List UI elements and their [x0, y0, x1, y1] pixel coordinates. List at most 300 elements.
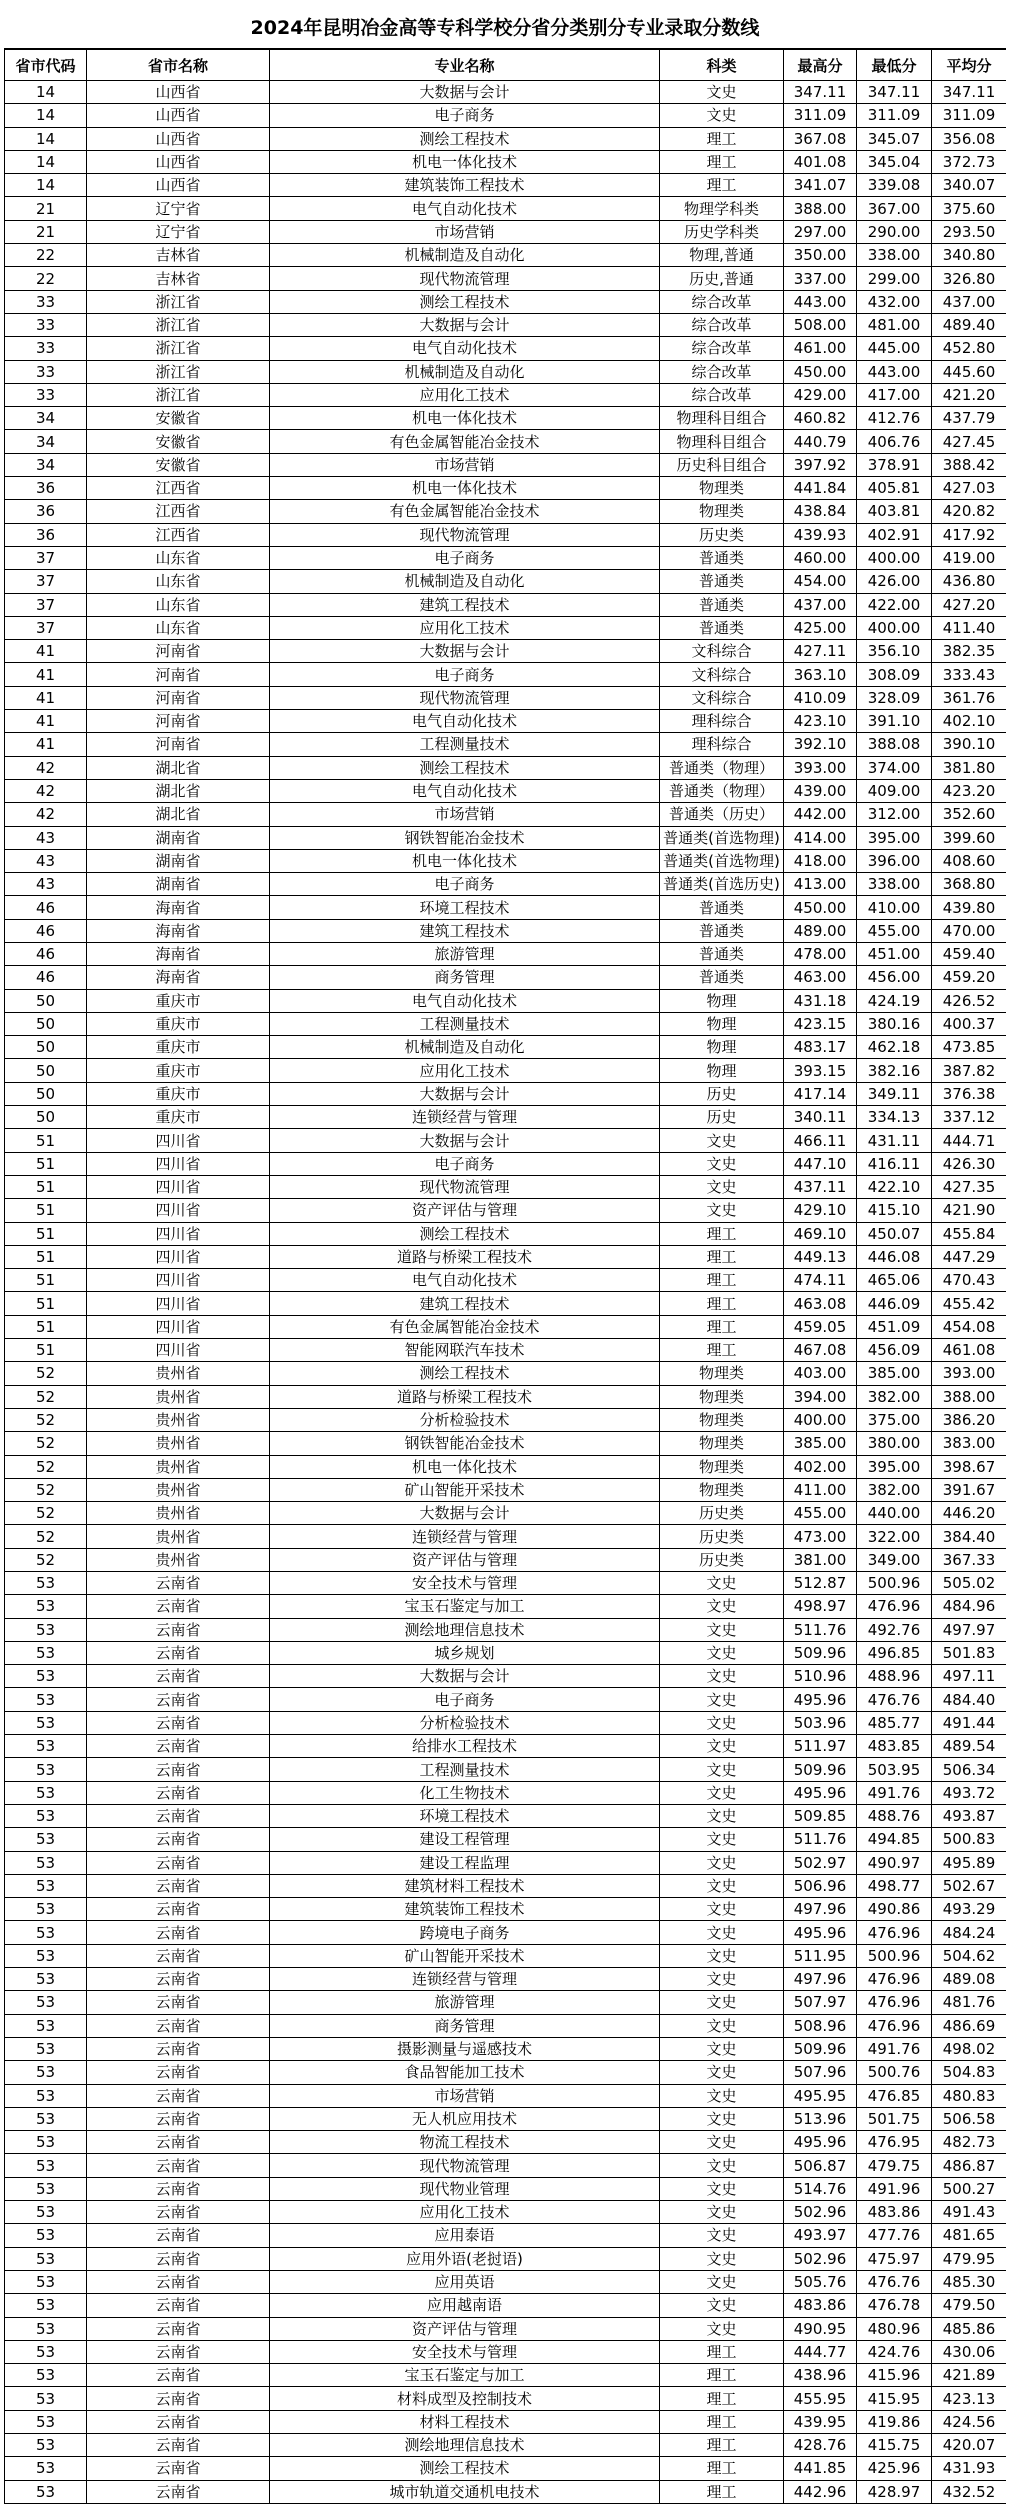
table-row — [5, 1478, 1007, 1501]
cell-max-score: 337.00 — [784, 267, 857, 290]
cell-min-score: 446.08 — [857, 1245, 932, 1268]
cell-avg-score: 387.82 — [932, 1059, 1007, 1082]
cell-province-name: 云南省 — [87, 1781, 270, 1804]
cell-province-code: 41 — [5, 733, 87, 756]
cell-min-score: 338.00 — [857, 873, 932, 896]
cell-min-score: 476.96 — [857, 2014, 932, 2037]
cell-province-name: 湖北省 — [87, 756, 270, 779]
cell-province-name: 辽宁省 — [87, 220, 270, 243]
cell-min-score: 415.10 — [857, 1199, 932, 1222]
table-row — [5, 1082, 1007, 1105]
table-row — [5, 1129, 1007, 1152]
cell-max-score: 502.96 — [784, 2247, 857, 2270]
cell-province-code: 42 — [5, 756, 87, 779]
table-row — [5, 2387, 1007, 2410]
cell-min-score: 456.09 — [857, 1339, 932, 1362]
table-row — [5, 570, 1007, 593]
cell-category: 文科综合 — [660, 686, 784, 709]
cell-major-name: 测绘工程技术 — [270, 2457, 660, 2480]
cell-major-name: 应用英语 — [270, 2270, 660, 2293]
cell-category: 文史 — [660, 1781, 784, 1804]
cell-major-name: 大数据与会计 — [270, 640, 660, 663]
cell-major-name: 电子商务 — [270, 873, 660, 896]
cell-province-code: 53 — [5, 2317, 87, 2340]
cell-major-name: 市场营销 — [270, 2084, 660, 2107]
cell-province-name: 河南省 — [87, 710, 270, 733]
cell-major-name: 有色金属智能冶金技术 — [270, 1315, 660, 1338]
cell-max-score: 437.00 — [784, 593, 857, 616]
cell-min-score: 415.75 — [857, 2433, 932, 2456]
cell-province-code: 14 — [5, 127, 87, 150]
cell-min-score: 476.76 — [857, 1688, 932, 1711]
cell-min-score: 380.00 — [857, 1432, 932, 1455]
cell-major-name: 机械制造及自动化 — [270, 570, 660, 593]
cell-category: 文史 — [660, 1944, 784, 1967]
cell-avg-score: 398.67 — [932, 1455, 1007, 1478]
cell-province-name: 云南省 — [87, 2201, 270, 2224]
cell-min-score: 328.09 — [857, 686, 932, 709]
cell-max-score: 393.00 — [784, 756, 857, 779]
cell-province-code: 52 — [5, 1548, 87, 1571]
cell-max-score: 495.95 — [784, 2084, 857, 2107]
cell-avg-score: 473.85 — [932, 1036, 1007, 1059]
cell-province-name: 海南省 — [87, 966, 270, 989]
cell-major-name: 道路与桥梁工程技术 — [270, 1245, 660, 1268]
cell-avg-score: 337.12 — [932, 1106, 1007, 1129]
cell-avg-score: 347.11 — [932, 81, 1007, 104]
cell-province-code: 41 — [5, 663, 87, 686]
cell-max-score: 441.84 — [784, 477, 857, 500]
cell-category: 普通类 — [660, 942, 784, 965]
cell-category: 物理类 — [660, 1432, 784, 1455]
cell-avg-score: 504.62 — [932, 1944, 1007, 1967]
cell-major-name: 连锁经营与管理 — [270, 1525, 660, 1548]
cell-category: 物理类 — [660, 477, 784, 500]
cell-major-name: 应用化工技术 — [270, 383, 660, 406]
cell-avg-score: 479.95 — [932, 2247, 1007, 2270]
cell-avg-score: 455.42 — [932, 1292, 1007, 1315]
cell-category: 理工 — [660, 1315, 784, 1338]
table-row — [5, 1572, 1007, 1595]
cell-province-name: 云南省 — [87, 2270, 270, 2293]
table-row — [5, 477, 1007, 500]
cell-province-name: 云南省 — [87, 1944, 270, 1967]
cell-province-name: 云南省 — [87, 1688, 270, 1711]
cell-category: 文史 — [660, 2247, 784, 2270]
cell-major-name: 机械制造及自动化 — [270, 360, 660, 383]
cell-province-code: 53 — [5, 2294, 87, 2317]
cell-avg-score: 493.87 — [932, 1804, 1007, 1827]
cell-avg-score: 400.37 — [932, 1012, 1007, 1035]
cell-category: 文史 — [660, 2014, 784, 2037]
cell-avg-score: 444.71 — [932, 1129, 1007, 1152]
cell-min-score: 496.85 — [857, 1641, 932, 1664]
cell-category: 文史 — [660, 2201, 784, 2224]
table-row — [5, 2177, 1007, 2200]
cell-province-name: 浙江省 — [87, 337, 270, 360]
cell-major-name: 商务管理 — [270, 966, 660, 989]
cell-avg-score: 384.40 — [932, 1525, 1007, 1548]
cell-province-code: 46 — [5, 896, 87, 919]
cell-province-code: 50 — [5, 1106, 87, 1129]
cell-avg-score: 502.67 — [932, 1874, 1007, 1897]
cell-major-name: 大数据与会计 — [270, 1502, 660, 1525]
table-row — [5, 1735, 1007, 1758]
cell-province-name: 海南省 — [87, 942, 270, 965]
cell-min-score: 432.00 — [857, 290, 932, 313]
cell-max-score: 439.95 — [784, 2410, 857, 2433]
table-row — [5, 663, 1007, 686]
cell-province-name: 云南省 — [87, 2084, 270, 2107]
cell-province-name: 湖南省 — [87, 849, 270, 872]
header-avg-score: 平均分 — [932, 50, 1007, 81]
table-row — [5, 1245, 1007, 1268]
cell-max-score: 437.11 — [784, 1175, 857, 1198]
cell-major-name: 资产评估与管理 — [270, 1199, 660, 1222]
cell-category: 综合改革 — [660, 360, 784, 383]
cell-province-name: 云南省 — [87, 2410, 270, 2433]
table-body — [5, 81, 1007, 2504]
cell-avg-score: 399.60 — [932, 826, 1007, 849]
cell-min-score: 476.96 — [857, 1595, 932, 1618]
cell-major-name: 建筑工程技术 — [270, 1292, 660, 1315]
cell-max-score: 467.08 — [784, 1339, 857, 1362]
cell-max-score: 506.96 — [784, 1874, 857, 1897]
cell-avg-score: 500.83 — [932, 1828, 1007, 1851]
cell-province-name: 云南省 — [87, 2014, 270, 2037]
cell-max-score: 490.95 — [784, 2317, 857, 2340]
cell-min-score: 426.00 — [857, 570, 932, 593]
table-row — [5, 756, 1007, 779]
cell-avg-score: 485.86 — [932, 2317, 1007, 2340]
cell-major-name: 有色金属智能冶金技术 — [270, 430, 660, 453]
cell-min-score: 451.09 — [857, 1315, 932, 1338]
cell-avg-score: 481.76 — [932, 1991, 1007, 2014]
cell-category: 理工 — [660, 1292, 784, 1315]
cell-province-name: 河南省 — [87, 686, 270, 709]
table-row — [5, 1292, 1007, 1315]
cell-max-score: 502.97 — [784, 1851, 857, 1874]
cell-max-score: 417.14 — [784, 1082, 857, 1105]
cell-province-code: 34 — [5, 407, 87, 430]
cell-max-score: 367.08 — [784, 127, 857, 150]
cell-max-score: 429.10 — [784, 1199, 857, 1222]
cell-province-code: 53 — [5, 1944, 87, 1967]
cell-province-name: 云南省 — [87, 2247, 270, 2270]
cell-avg-score: 484.40 — [932, 1688, 1007, 1711]
cell-min-score: 382.16 — [857, 1059, 932, 1082]
cell-min-score: 378.91 — [857, 453, 932, 476]
cell-avg-score: 479.50 — [932, 2294, 1007, 2317]
cell-max-score: 350.00 — [784, 244, 857, 267]
cell-min-score: 415.96 — [857, 2364, 932, 2387]
table-row — [5, 1315, 1007, 1338]
cell-max-score: 511.76 — [784, 1828, 857, 1851]
cell-min-score: 476.78 — [857, 2294, 932, 2317]
cell-province-name: 贵州省 — [87, 1478, 270, 1501]
table-row — [5, 2154, 1007, 2177]
cell-avg-score: 481.65 — [932, 2224, 1007, 2247]
cell-major-name: 电气自动化技术 — [270, 1269, 660, 1292]
cell-major-name: 应用泰语 — [270, 2224, 660, 2247]
cell-avg-score: 436.80 — [932, 570, 1007, 593]
cell-category: 物理类 — [660, 1385, 784, 1408]
cell-major-name: 环境工程技术 — [270, 1804, 660, 1827]
table-row — [5, 1175, 1007, 1198]
cell-avg-score: 388.42 — [932, 453, 1007, 476]
cell-province-code: 53 — [5, 1991, 87, 2014]
table-row — [5, 197, 1007, 220]
cell-province-name: 云南省 — [87, 2107, 270, 2130]
cell-min-score: 462.18 — [857, 1036, 932, 1059]
cell-province-code: 52 — [5, 1385, 87, 1408]
cell-province-code: 41 — [5, 686, 87, 709]
cell-category: 普通类 — [660, 966, 784, 989]
cell-province-name: 浙江省 — [87, 360, 270, 383]
cell-province-code: 50 — [5, 989, 87, 1012]
cell-major-name: 工程测量技术 — [270, 1012, 660, 1035]
cell-min-score: 345.04 — [857, 150, 932, 173]
table-row — [5, 546, 1007, 569]
cell-major-name: 电子商务 — [270, 1152, 660, 1175]
table-row — [5, 267, 1007, 290]
cell-min-score: 385.00 — [857, 1362, 932, 1385]
cell-avg-score: 420.82 — [932, 500, 1007, 523]
cell-major-name: 机械制造及自动化 — [270, 244, 660, 267]
cell-category: 文史 — [660, 2177, 784, 2200]
cell-province-name: 江西省 — [87, 523, 270, 546]
table-row — [5, 989, 1007, 1012]
cell-min-score: 500.96 — [857, 1944, 932, 1967]
cell-province-code: 33 — [5, 313, 87, 336]
cell-max-score: 508.96 — [784, 2014, 857, 2037]
cell-min-score: 475.97 — [857, 2247, 932, 2270]
cell-province-name: 重庆市 — [87, 1036, 270, 1059]
cell-category: 综合改革 — [660, 337, 784, 360]
cell-min-score: 428.97 — [857, 2480, 932, 2503]
cell-category: 文史 — [660, 2037, 784, 2060]
cell-province-name: 四川省 — [87, 1339, 270, 1362]
cell-avg-score: 493.29 — [932, 1898, 1007, 1921]
cell-province-name: 贵州省 — [87, 1502, 270, 1525]
cell-province-code: 34 — [5, 430, 87, 453]
cell-avg-score: 427.45 — [932, 430, 1007, 453]
table-row — [5, 1641, 1007, 1664]
cell-province-name: 云南省 — [87, 1665, 270, 1688]
cell-major-name: 摄影测量与遥感技术 — [270, 2037, 660, 2060]
cell-avg-score: 293.50 — [932, 220, 1007, 243]
table-row — [5, 244, 1007, 267]
cell-max-score: 455.95 — [784, 2387, 857, 2410]
cell-avg-score: 506.58 — [932, 2107, 1007, 2130]
cell-province-code: 53 — [5, 1828, 87, 1851]
cell-avg-score: 426.52 — [932, 989, 1007, 1012]
cell-province-code: 52 — [5, 1525, 87, 1548]
cell-max-score: 427.11 — [784, 640, 857, 663]
cell-avg-score: 427.20 — [932, 593, 1007, 616]
cell-province-name: 贵州省 — [87, 1362, 270, 1385]
cell-max-score: 388.00 — [784, 197, 857, 220]
cell-province-code: 41 — [5, 710, 87, 733]
table-row — [5, 1012, 1007, 1035]
cell-major-name: 应用化工技术 — [270, 616, 660, 639]
cell-province-name: 四川省 — [87, 1245, 270, 1268]
cell-category: 文史 — [660, 2294, 784, 2317]
cell-min-score: 424.19 — [857, 989, 932, 1012]
cell-min-score: 465.06 — [857, 1269, 932, 1292]
cell-avg-score: 505.02 — [932, 1572, 1007, 1595]
cell-province-name: 吉林省 — [87, 244, 270, 267]
cell-major-name: 分析检验技术 — [270, 1408, 660, 1431]
cell-max-score: 450.00 — [784, 896, 857, 919]
cell-min-score: 349.11 — [857, 1082, 932, 1105]
cell-category: 普通类（物理） — [660, 779, 784, 802]
table-row — [5, 1758, 1007, 1781]
cell-min-score: 422.00 — [857, 593, 932, 616]
cell-province-name: 云南省 — [87, 1758, 270, 1781]
cell-min-score: 299.00 — [857, 267, 932, 290]
cell-province-code: 21 — [5, 197, 87, 220]
cell-avg-score: 361.76 — [932, 686, 1007, 709]
cell-major-name: 电气自动化技术 — [270, 779, 660, 802]
cell-max-score: 449.13 — [784, 1245, 857, 1268]
cell-max-score: 495.96 — [784, 1781, 857, 1804]
cell-avg-score: 452.80 — [932, 337, 1007, 360]
cell-max-score: 497.96 — [784, 1898, 857, 1921]
table-row — [5, 1851, 1007, 1874]
cell-major-name: 测绘地理信息技术 — [270, 2433, 660, 2456]
cell-min-score: 455.00 — [857, 919, 932, 942]
table-row — [5, 430, 1007, 453]
cell-province-code: 53 — [5, 2270, 87, 2293]
cell-province-code: 53 — [5, 2084, 87, 2107]
cell-avg-score: 375.60 — [932, 197, 1007, 220]
cell-province-name: 湖北省 — [87, 803, 270, 826]
cell-province-code: 37 — [5, 546, 87, 569]
cell-province-code: 53 — [5, 2364, 87, 2387]
table-row — [5, 1781, 1007, 1804]
cell-min-score: 445.00 — [857, 337, 932, 360]
cell-max-score: 498.97 — [784, 1595, 857, 1618]
cell-province-name: 云南省 — [87, 2154, 270, 2177]
cell-category: 综合改革 — [660, 383, 784, 406]
table-row — [5, 1152, 1007, 1175]
table-row — [5, 2247, 1007, 2270]
cell-max-score: 509.96 — [784, 1758, 857, 1781]
cell-province-code: 51 — [5, 1269, 87, 1292]
cell-avg-score: 437.79 — [932, 407, 1007, 430]
cell-major-name: 现代物流管理 — [270, 686, 660, 709]
header-province-name: 省市名称 — [87, 50, 270, 81]
cell-province-code: 53 — [5, 1874, 87, 1897]
cell-avg-score: 484.96 — [932, 1595, 1007, 1618]
cell-avg-score: 427.03 — [932, 477, 1007, 500]
cell-max-score: 400.00 — [784, 1408, 857, 1431]
table-row — [5, 360, 1007, 383]
cell-major-name: 资产评估与管理 — [270, 2317, 660, 2340]
cell-min-score: 322.00 — [857, 1525, 932, 1548]
cell-province-code: 21 — [5, 220, 87, 243]
cell-min-score: 492.76 — [857, 1618, 932, 1641]
table-row — [5, 1665, 1007, 1688]
cell-province-code: 53 — [5, 2340, 87, 2363]
cell-category: 历史类 — [660, 1548, 784, 1571]
cell-major-name: 测绘工程技术 — [270, 290, 660, 313]
cell-category: 文史 — [660, 2317, 784, 2340]
table-row — [5, 2201, 1007, 2224]
cell-min-score: 400.00 — [857, 546, 932, 569]
cell-province-code: 43 — [5, 849, 87, 872]
cell-major-name: 旅游管理 — [270, 942, 660, 965]
cell-category: 物理科目组合 — [660, 407, 784, 430]
cell-province-code: 53 — [5, 2387, 87, 2410]
cell-major-name: 材料工程技术 — [270, 2410, 660, 2433]
cell-avg-score: 486.87 — [932, 2154, 1007, 2177]
cell-min-score: 402.91 — [857, 523, 932, 546]
table-row — [5, 966, 1007, 989]
cell-major-name: 市场营销 — [270, 220, 660, 243]
cell-major-name: 机电一体化技术 — [270, 407, 660, 430]
cell-province-name: 云南省 — [87, 1991, 270, 2014]
cell-province-name: 四川省 — [87, 1175, 270, 1198]
cell-major-name: 钢铁智能冶金技术 — [270, 826, 660, 849]
cell-province-code: 36 — [5, 523, 87, 546]
table-row — [5, 849, 1007, 872]
table-row — [5, 1222, 1007, 1245]
cell-major-name: 测绘工程技术 — [270, 756, 660, 779]
table-row — [5, 2061, 1007, 2084]
cell-province-code: 41 — [5, 640, 87, 663]
cell-major-name: 电气自动化技术 — [270, 989, 660, 1012]
table-row — [5, 523, 1007, 546]
cell-category: 理工 — [660, 2364, 784, 2387]
cell-min-score: 382.00 — [857, 1385, 932, 1408]
cell-category: 综合改革 — [660, 313, 784, 336]
cell-max-score: 402.00 — [784, 1455, 857, 1478]
table-row — [5, 1548, 1007, 1571]
cell-avg-score: 432.52 — [932, 2480, 1007, 2503]
cell-category: 理工 — [660, 1245, 784, 1268]
cell-major-name: 建设工程监理 — [270, 1851, 660, 1874]
cell-province-code: 53 — [5, 1641, 87, 1664]
cell-avg-score: 383.00 — [932, 1432, 1007, 1455]
cell-major-name: 宝玉石鉴定与加工 — [270, 2364, 660, 2387]
cell-max-score: 473.00 — [784, 1525, 857, 1548]
header-min-score: 最低分 — [857, 50, 932, 81]
cell-category: 文史 — [660, 2270, 784, 2293]
cell-max-score: 347.11 — [784, 81, 857, 104]
cell-major-name: 电子商务 — [270, 1688, 660, 1711]
cell-province-code: 53 — [5, 1735, 87, 1758]
cell-avg-score: 447.29 — [932, 1245, 1007, 1268]
cell-min-score: 290.00 — [857, 220, 932, 243]
cell-province-name: 云南省 — [87, 1968, 270, 1991]
cell-min-score: 400.00 — [857, 616, 932, 639]
cell-province-name: 安徽省 — [87, 430, 270, 453]
cell-max-score: 509.96 — [784, 2037, 857, 2060]
cell-province-code: 53 — [5, 1804, 87, 1827]
cell-category: 物理类 — [660, 500, 784, 523]
header-major-name: 专业名称 — [270, 50, 660, 81]
cell-province-code: 53 — [5, 1921, 87, 1944]
cell-province-code: 53 — [5, 2480, 87, 2503]
table-row — [5, 896, 1007, 919]
table-row — [5, 2364, 1007, 2387]
cell-min-score: 476.96 — [857, 1968, 932, 1991]
cell-min-score: 388.08 — [857, 733, 932, 756]
cell-province-code: 37 — [5, 616, 87, 639]
cell-category: 文史 — [660, 2224, 784, 2247]
